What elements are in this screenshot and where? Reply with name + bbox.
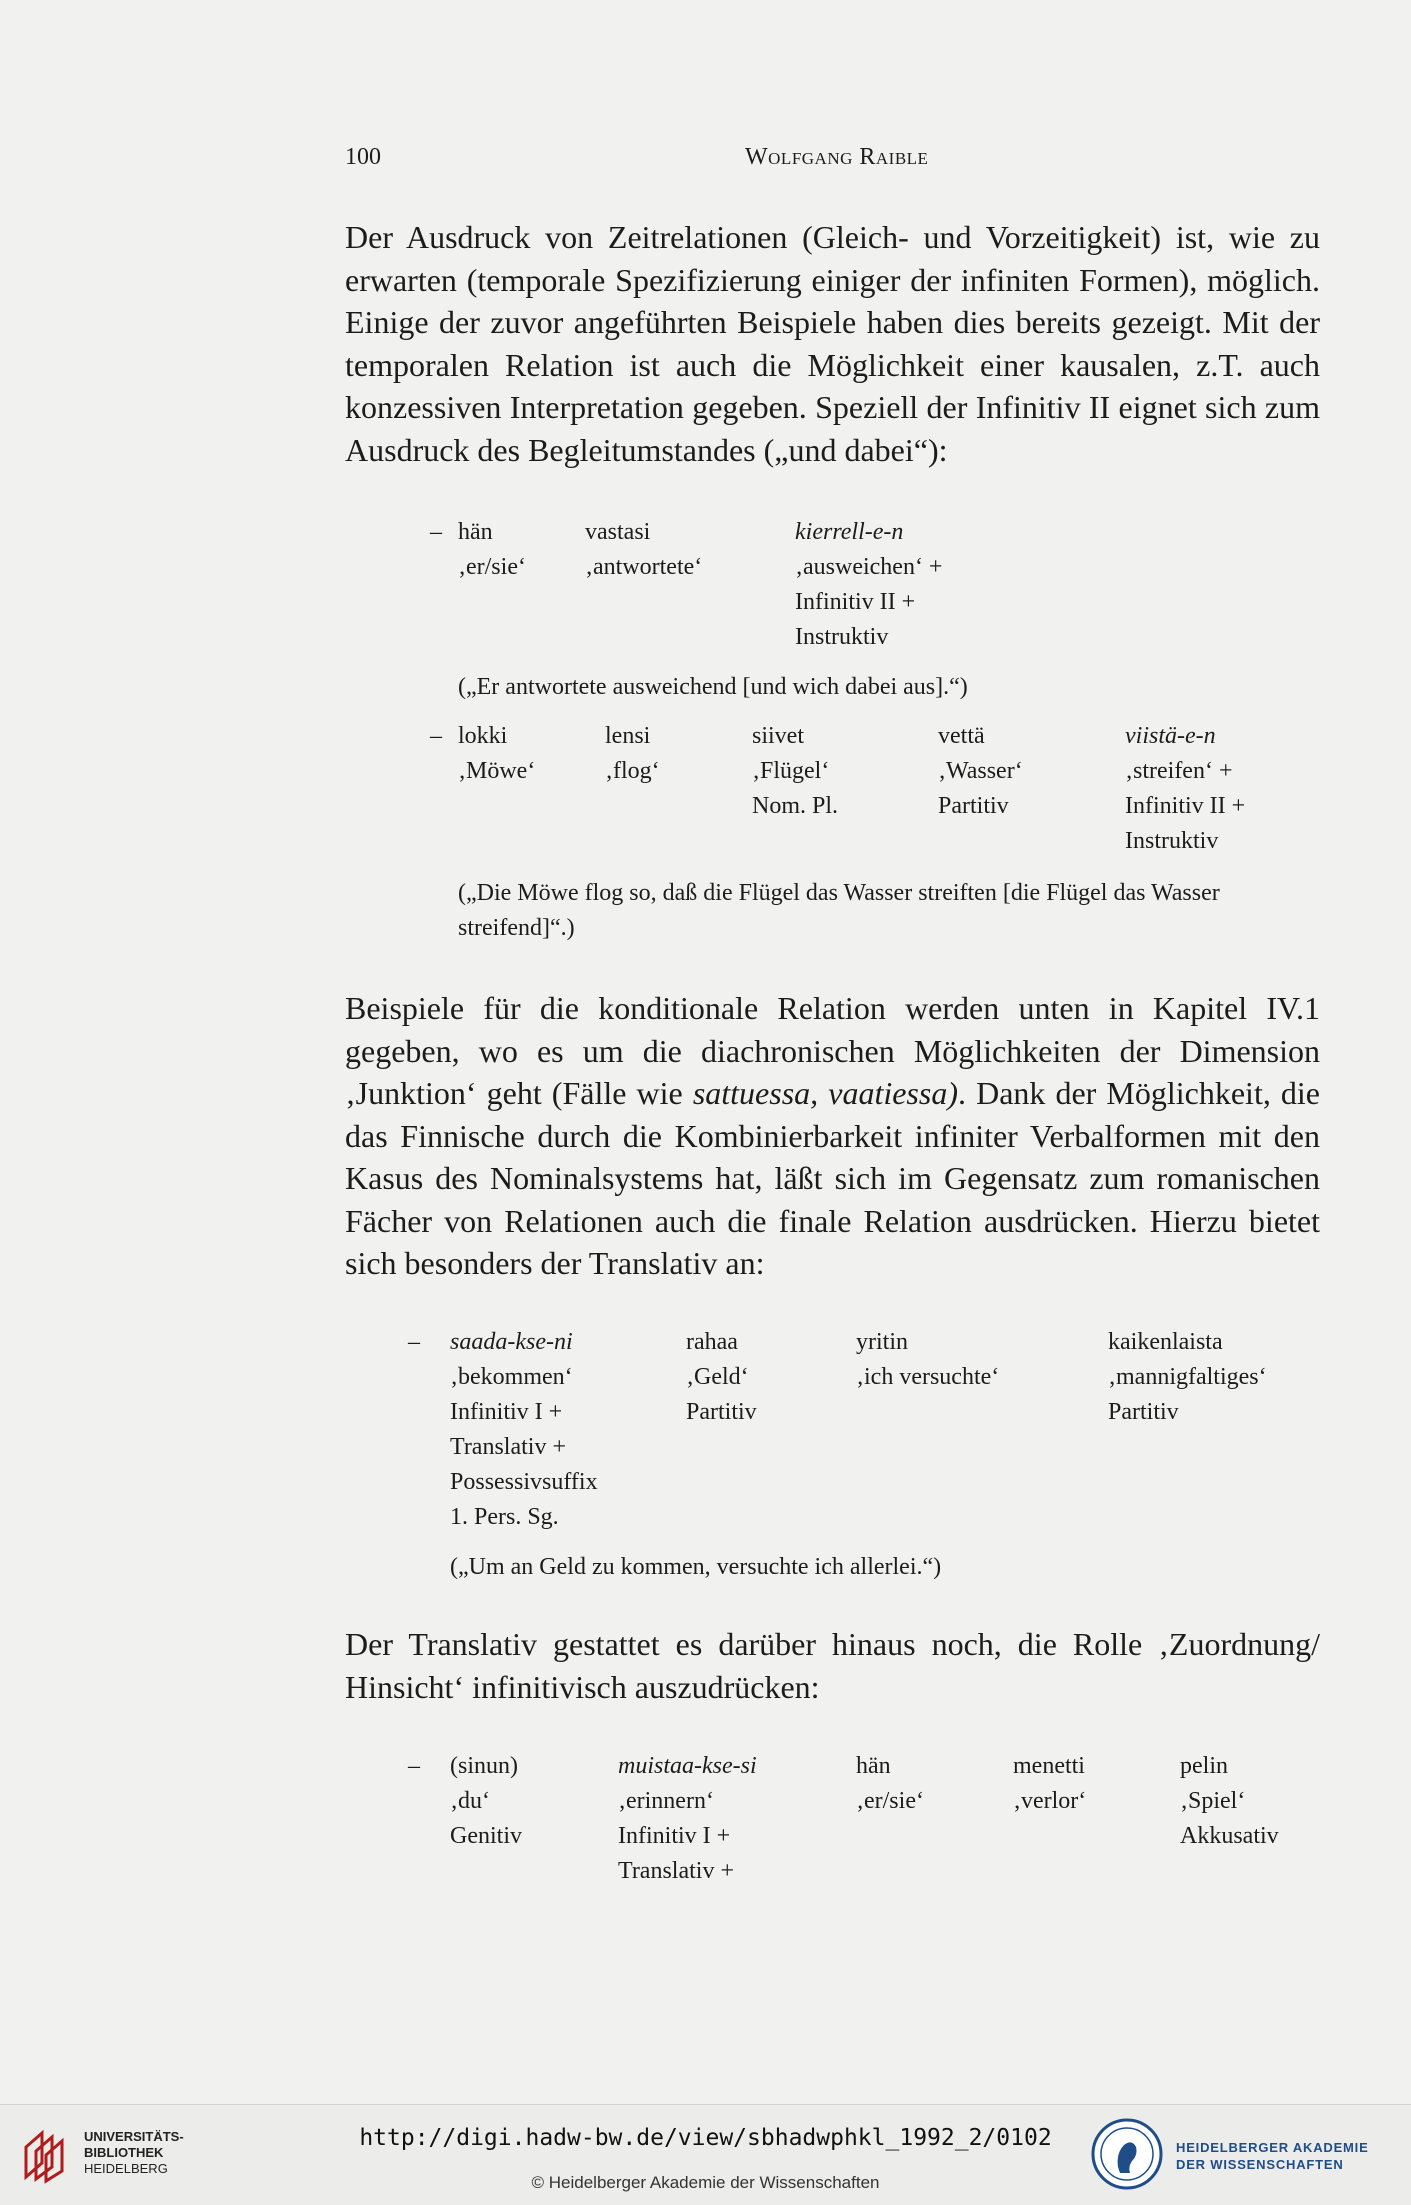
gloss-line: ‚mannigfaltiges‘	[1108, 1364, 1267, 1390]
gloss-word: vastasi	[585, 519, 651, 545]
gloss-column	[856, 1749, 924, 1819]
gloss-line: ‚du‘	[450, 1788, 490, 1814]
gloss-word: lensi	[605, 723, 651, 749]
example-translation	[458, 876, 1220, 946]
translation-line: streifend]“.)	[458, 915, 575, 941]
gloss-line: 1. Pers. Sg.	[450, 1504, 559, 1530]
gloss-line: ‚er/sie‘	[458, 554, 526, 580]
paragraph-zuordnung: Der Translativ gestattet es darüber hinaus noch, die Rolle ‚Zuordnung/ Hinsicht‘ infinitivisch auszudrücken:	[345, 1626, 1320, 1705]
gloss-column	[795, 515, 942, 655]
gloss-word: siivet	[752, 723, 804, 749]
example-translation: („Er antwortete ausweichend [und wich dabei aus].“)	[458, 674, 968, 700]
gloss-column	[938, 719, 1023, 824]
example-dash: –	[430, 519, 442, 545]
gloss-word: saada-kse-ni	[450, 1329, 573, 1355]
gloss-line: ‚ich versuchte‘	[856, 1364, 1000, 1390]
academy-name	[1176, 2139, 1369, 2173]
gloss-line: Translativ +	[450, 1434, 566, 1460]
gloss-line: ‚erinnern‘	[618, 1788, 714, 1814]
gloss-word: muistaa-kse-si	[618, 1753, 757, 1779]
academy-seal-icon	[1090, 2117, 1164, 2191]
gloss-word: rahaa	[686, 1329, 738, 1355]
gloss-word: kierrell-e-n	[795, 519, 904, 545]
gloss-column	[585, 515, 702, 585]
gloss-line: ‚Flügel‘	[752, 758, 830, 784]
gloss-line: Partitiv	[686, 1399, 757, 1425]
example-translation: („Um an Geld zu kommen, versuchte ich allerlei.“)	[450, 1554, 942, 1580]
gloss-line: Nom. Pl.	[752, 793, 839, 819]
gloss-line: ‚Möwe‘	[458, 758, 536, 784]
page-number: 100	[345, 144, 381, 170]
gloss-line: ‚bekommen‘	[450, 1364, 573, 1390]
gloss-line: ‚Spiel‘	[1180, 1788, 1246, 1814]
gloss-column	[856, 1325, 999, 1395]
gloss-line: ‚flog‘	[605, 758, 660, 784]
paragraph-text: . Dank der Möglichkeit, die das Finnische durch die Kombinierbarkeit infiniter Verbalformen mit den Kasus des Nominalsystems hat, läßt sich im Gegensatz zum romanischen Fächer von Relationen auch die finale Relation ausdrücken. Hierzu bietet sich besonders der Translativ an:	[345, 1075, 1321, 1281]
library-name-line: UNIVERSITÄTS-	[84, 2129, 184, 2144]
gloss-line: Genitiv	[450, 1823, 522, 1849]
permalink-url[interactable]: http://digi.hadw-bw.de/view/sbhadwphkl_1992_2/0102	[359, 2125, 1052, 2151]
gloss-column	[458, 719, 535, 789]
example-dash: –	[408, 1329, 420, 1355]
gloss-word: hän	[856, 1753, 891, 1779]
gloss-line: ‚ausweichen‘ +	[795, 554, 943, 580]
gloss-line: ‚antwortete‘	[585, 554, 703, 580]
gloss-column	[1125, 719, 1245, 859]
gloss-word: viistä-e-n	[1125, 723, 1216, 749]
gloss-column	[618, 1749, 757, 1889]
example-dash: –	[430, 723, 442, 749]
gloss-line: Infinitiv II +	[1125, 793, 1246, 819]
copyright-notice: © Heidelberger Akademie der Wissenschaften	[531, 2173, 880, 2192]
gloss-line: ‚Geld‘	[686, 1364, 749, 1390]
gloss-word: menetti	[1013, 1753, 1085, 1779]
gloss-word: vettä	[938, 723, 985, 749]
gloss-line: Infinitiv I +	[618, 1823, 731, 1849]
gloss-line: ‚er/sie‘	[856, 1788, 924, 1814]
gloss-line: Translativ +	[618, 1858, 734, 1884]
gloss-word: hän	[458, 519, 493, 545]
gloss-column	[605, 719, 660, 789]
gloss-line: Infinitiv I +	[450, 1399, 563, 1425]
gloss-word: kaikenlaista	[1108, 1329, 1223, 1355]
academy-name-line: HEIDELBERGER AKADEMIE	[1176, 2140, 1369, 2155]
digitization-footer	[0, 2104, 1411, 2205]
paragraph-text: Beispiele für die konditionale Relation werden unten in Kapitel IV.1 gegeben, wo es um die diachronischen Möglichkeiten der Dimension ‚Junktion‘ geht (Fälle wie	[345, 990, 1320, 1111]
library-name-line: HEIDELBERG	[84, 2161, 168, 2176]
library-name-line: BIBLIOTHEK	[84, 2145, 164, 2160]
gloss-column	[686, 1325, 757, 1430]
gloss-line: ‚streifen‘ +	[1125, 758, 1233, 784]
gloss-column	[1180, 1749, 1279, 1854]
paragraph-zeitrelationen: Der Ausdruck von Zeitrelationen (Gleich- und Vorzeitigkeit) ist, wie zu erwarten (temporale Spezifizierung einiger der infiniten Formen), möglich. Einige der zuvor angeführten Beispiele haben dies bereits gezeigt. Mit der temporalen Relation ist auch die Möglichkeit einer kausalen, z.T. auch konzessiven Interpretation gegeben. Speziell der Infinitiv II eignet sich zum Ausdruck des Begleitumstandes („und dabei“):	[345, 219, 1320, 468]
gloss-word: yritin	[856, 1329, 908, 1355]
paragraph-konditional	[345, 987, 1320, 1285]
gloss-column	[458, 515, 526, 585]
gloss-line: ‚Wasser‘	[938, 758, 1023, 784]
academy-name-line: DER WISSENSCHAFTEN	[1176, 2157, 1344, 2172]
gloss-line: Infinitiv II +	[795, 589, 916, 615]
gloss-column	[752, 719, 838, 824]
gloss-column	[450, 1749, 522, 1854]
gloss-line: Akkusativ	[1180, 1823, 1279, 1849]
example-dash: –	[408, 1753, 420, 1779]
gloss-word: pelin	[1180, 1753, 1228, 1779]
gloss-line: Partitiv	[1108, 1399, 1179, 1425]
translation-line: („Die Möwe flog so, daß die Flügel das Wasser streiften [die Flügel das Wasser	[458, 880, 1220, 906]
gloss-column	[1108, 1325, 1267, 1430]
gloss-column	[1013, 1749, 1086, 1819]
paragraph-text-italic: sattuessa, vaatiessa)	[692, 1075, 958, 1111]
gloss-line: Instruktiv	[795, 624, 889, 650]
gloss-column	[450, 1325, 598, 1535]
gloss-word: (sinun)	[450, 1753, 518, 1779]
gloss-word: lokki	[458, 723, 508, 749]
gloss-line: Possessivsuffix	[450, 1469, 598, 1495]
gloss-line: ‚verlor‘	[1013, 1788, 1087, 1814]
running-head-author: Wolfgang Raible	[745, 144, 929, 170]
gloss-line: Instruktiv	[1125, 828, 1219, 854]
gloss-line: Partitiv	[938, 793, 1009, 819]
